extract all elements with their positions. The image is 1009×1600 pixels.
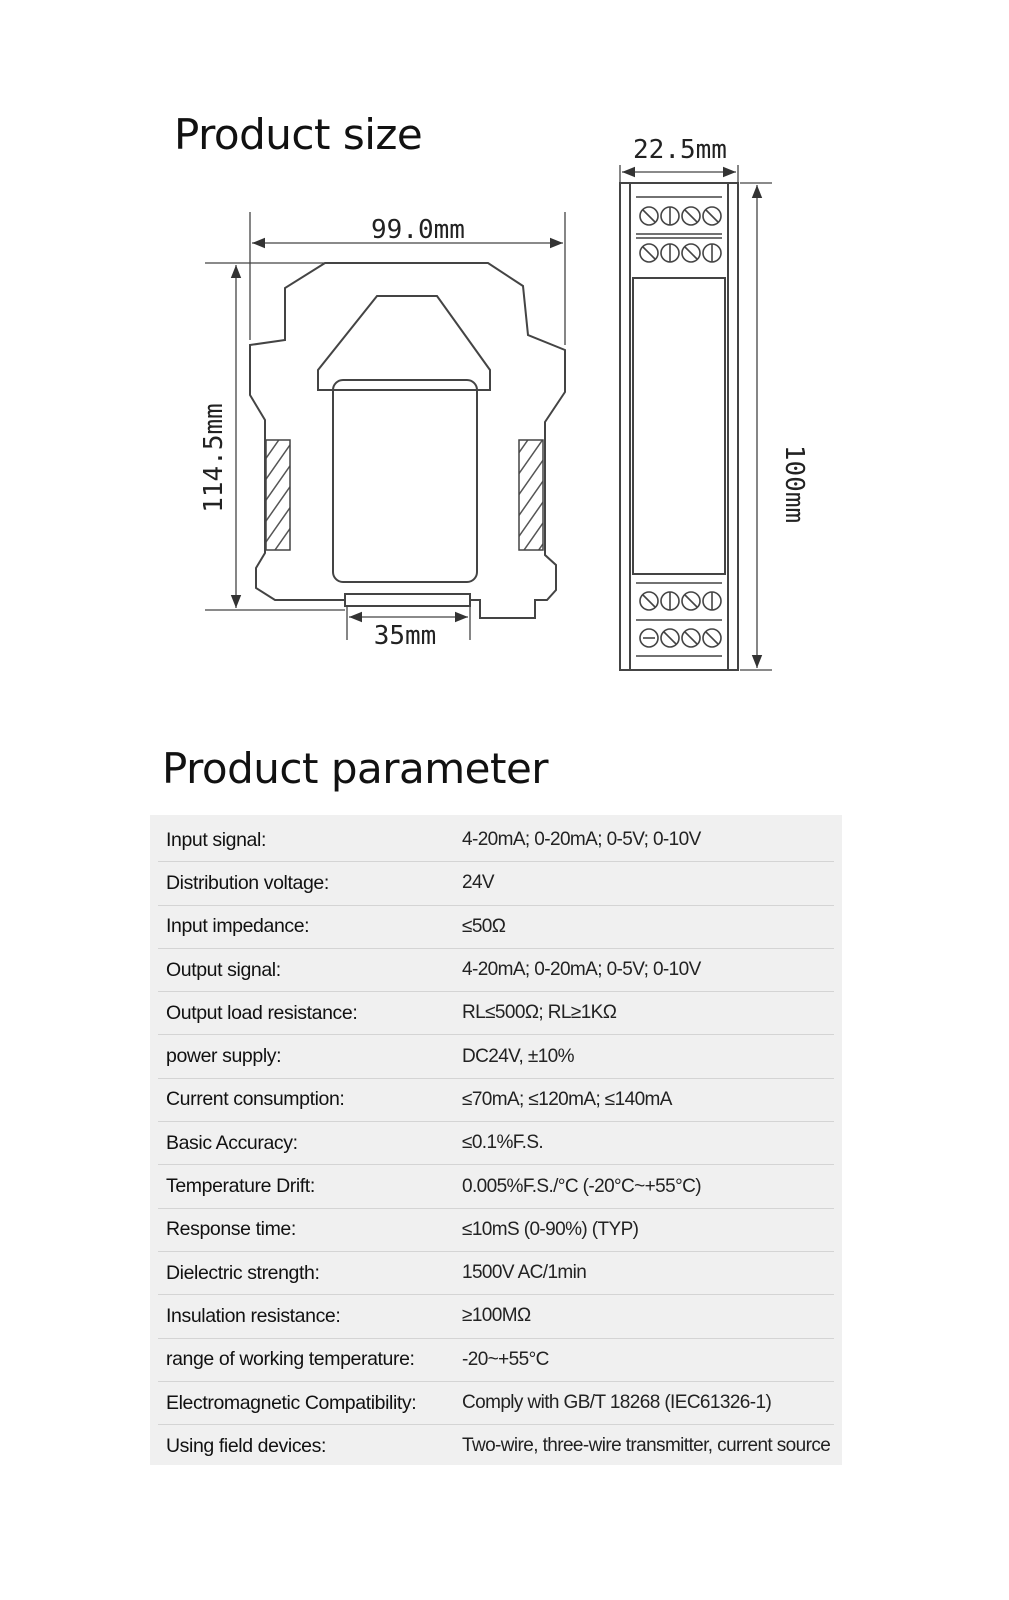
table-row (158, 1209, 834, 1252)
dim-width-front: 22.5mm (633, 135, 727, 165)
dimension-drawing (0, 0, 1009, 720)
param-value: -20~+55°C (462, 1348, 549, 1370)
right-grip (519, 440, 543, 550)
param-value: DC24V, ±10% (462, 1045, 574, 1067)
param-value: ≤50Ω (462, 915, 506, 937)
param-label: Output signal: (166, 958, 281, 981)
param-label: Basic Accuracy: (166, 1131, 298, 1154)
param-value: Two-wire, three-wire transmitter, current source (462, 1435, 831, 1457)
table-row (158, 1035, 834, 1078)
param-label: Input impedance: (166, 915, 310, 938)
dim-height-front: 100mm (779, 444, 809, 524)
param-label: power supply: (166, 1045, 282, 1068)
terminal-blocks (636, 197, 722, 656)
param-label: Current consumption: (166, 1088, 345, 1111)
dim-rail: 35mm (373, 621, 437, 651)
table-row (158, 1382, 834, 1425)
table-row (158, 862, 834, 905)
param-label: Insulation resistance: (166, 1304, 341, 1327)
dim-height-side: 114.5mm (199, 403, 229, 513)
param-label: Response time: (166, 1218, 296, 1241)
table-row (158, 1122, 834, 1165)
param-value: 4-20mA; 0-20mA; 0-5V; 0-10V (462, 959, 701, 981)
param-value: ≥100MΩ (462, 1305, 531, 1327)
left-grip (266, 440, 290, 550)
product-size-title: Product size (174, 110, 423, 159)
table-row (158, 949, 834, 992)
table-row (158, 1425, 834, 1467)
param-value: 24V (462, 872, 495, 894)
side-view (250, 263, 565, 618)
param-value: 0.005%F.S./°C (-20°C~+55°C) (462, 1175, 701, 1197)
table-row (158, 1079, 834, 1122)
param-value: 4-20mA; 0-20mA; 0-5V; 0-10V (462, 829, 701, 851)
param-value: 1500V AC/1min (462, 1262, 587, 1284)
parameter-table (150, 815, 842, 1465)
param-value: ≤70mA; ≤120mA; ≤140mA (462, 1088, 672, 1110)
dim-width-side: 99.0mm (371, 215, 465, 245)
param-label: Distribution voltage: (166, 871, 329, 894)
param-label: Temperature Drift: (166, 1175, 315, 1198)
param-value: ≤0.1%F.S. (462, 1132, 544, 1154)
table-row (158, 992, 834, 1035)
table-row (158, 819, 834, 862)
param-label: Dielectric strength: (166, 1261, 320, 1284)
param-label: range of working temperature: (166, 1348, 415, 1371)
table-row (158, 1339, 834, 1382)
param-label: Using field devices: (166, 1434, 326, 1457)
table-row (158, 1165, 834, 1208)
param-label: Input signal: (166, 828, 266, 851)
param-label: Electromagnetic Compatibility: (166, 1391, 417, 1414)
param-value: RL≤500Ω; RL≥1KΩ (462, 1002, 617, 1024)
table-row (158, 1252, 834, 1295)
table-row (158, 1295, 834, 1338)
product-parameter-title: Product parameter (162, 744, 549, 793)
param-value: ≤10mS (0-90%) (TYP) (462, 1218, 639, 1240)
param-label: Output load resistance: (166, 1001, 358, 1024)
table-row (158, 906, 834, 949)
param-value: Comply with GB/T 18268 (IEC61326-1) (462, 1392, 772, 1413)
